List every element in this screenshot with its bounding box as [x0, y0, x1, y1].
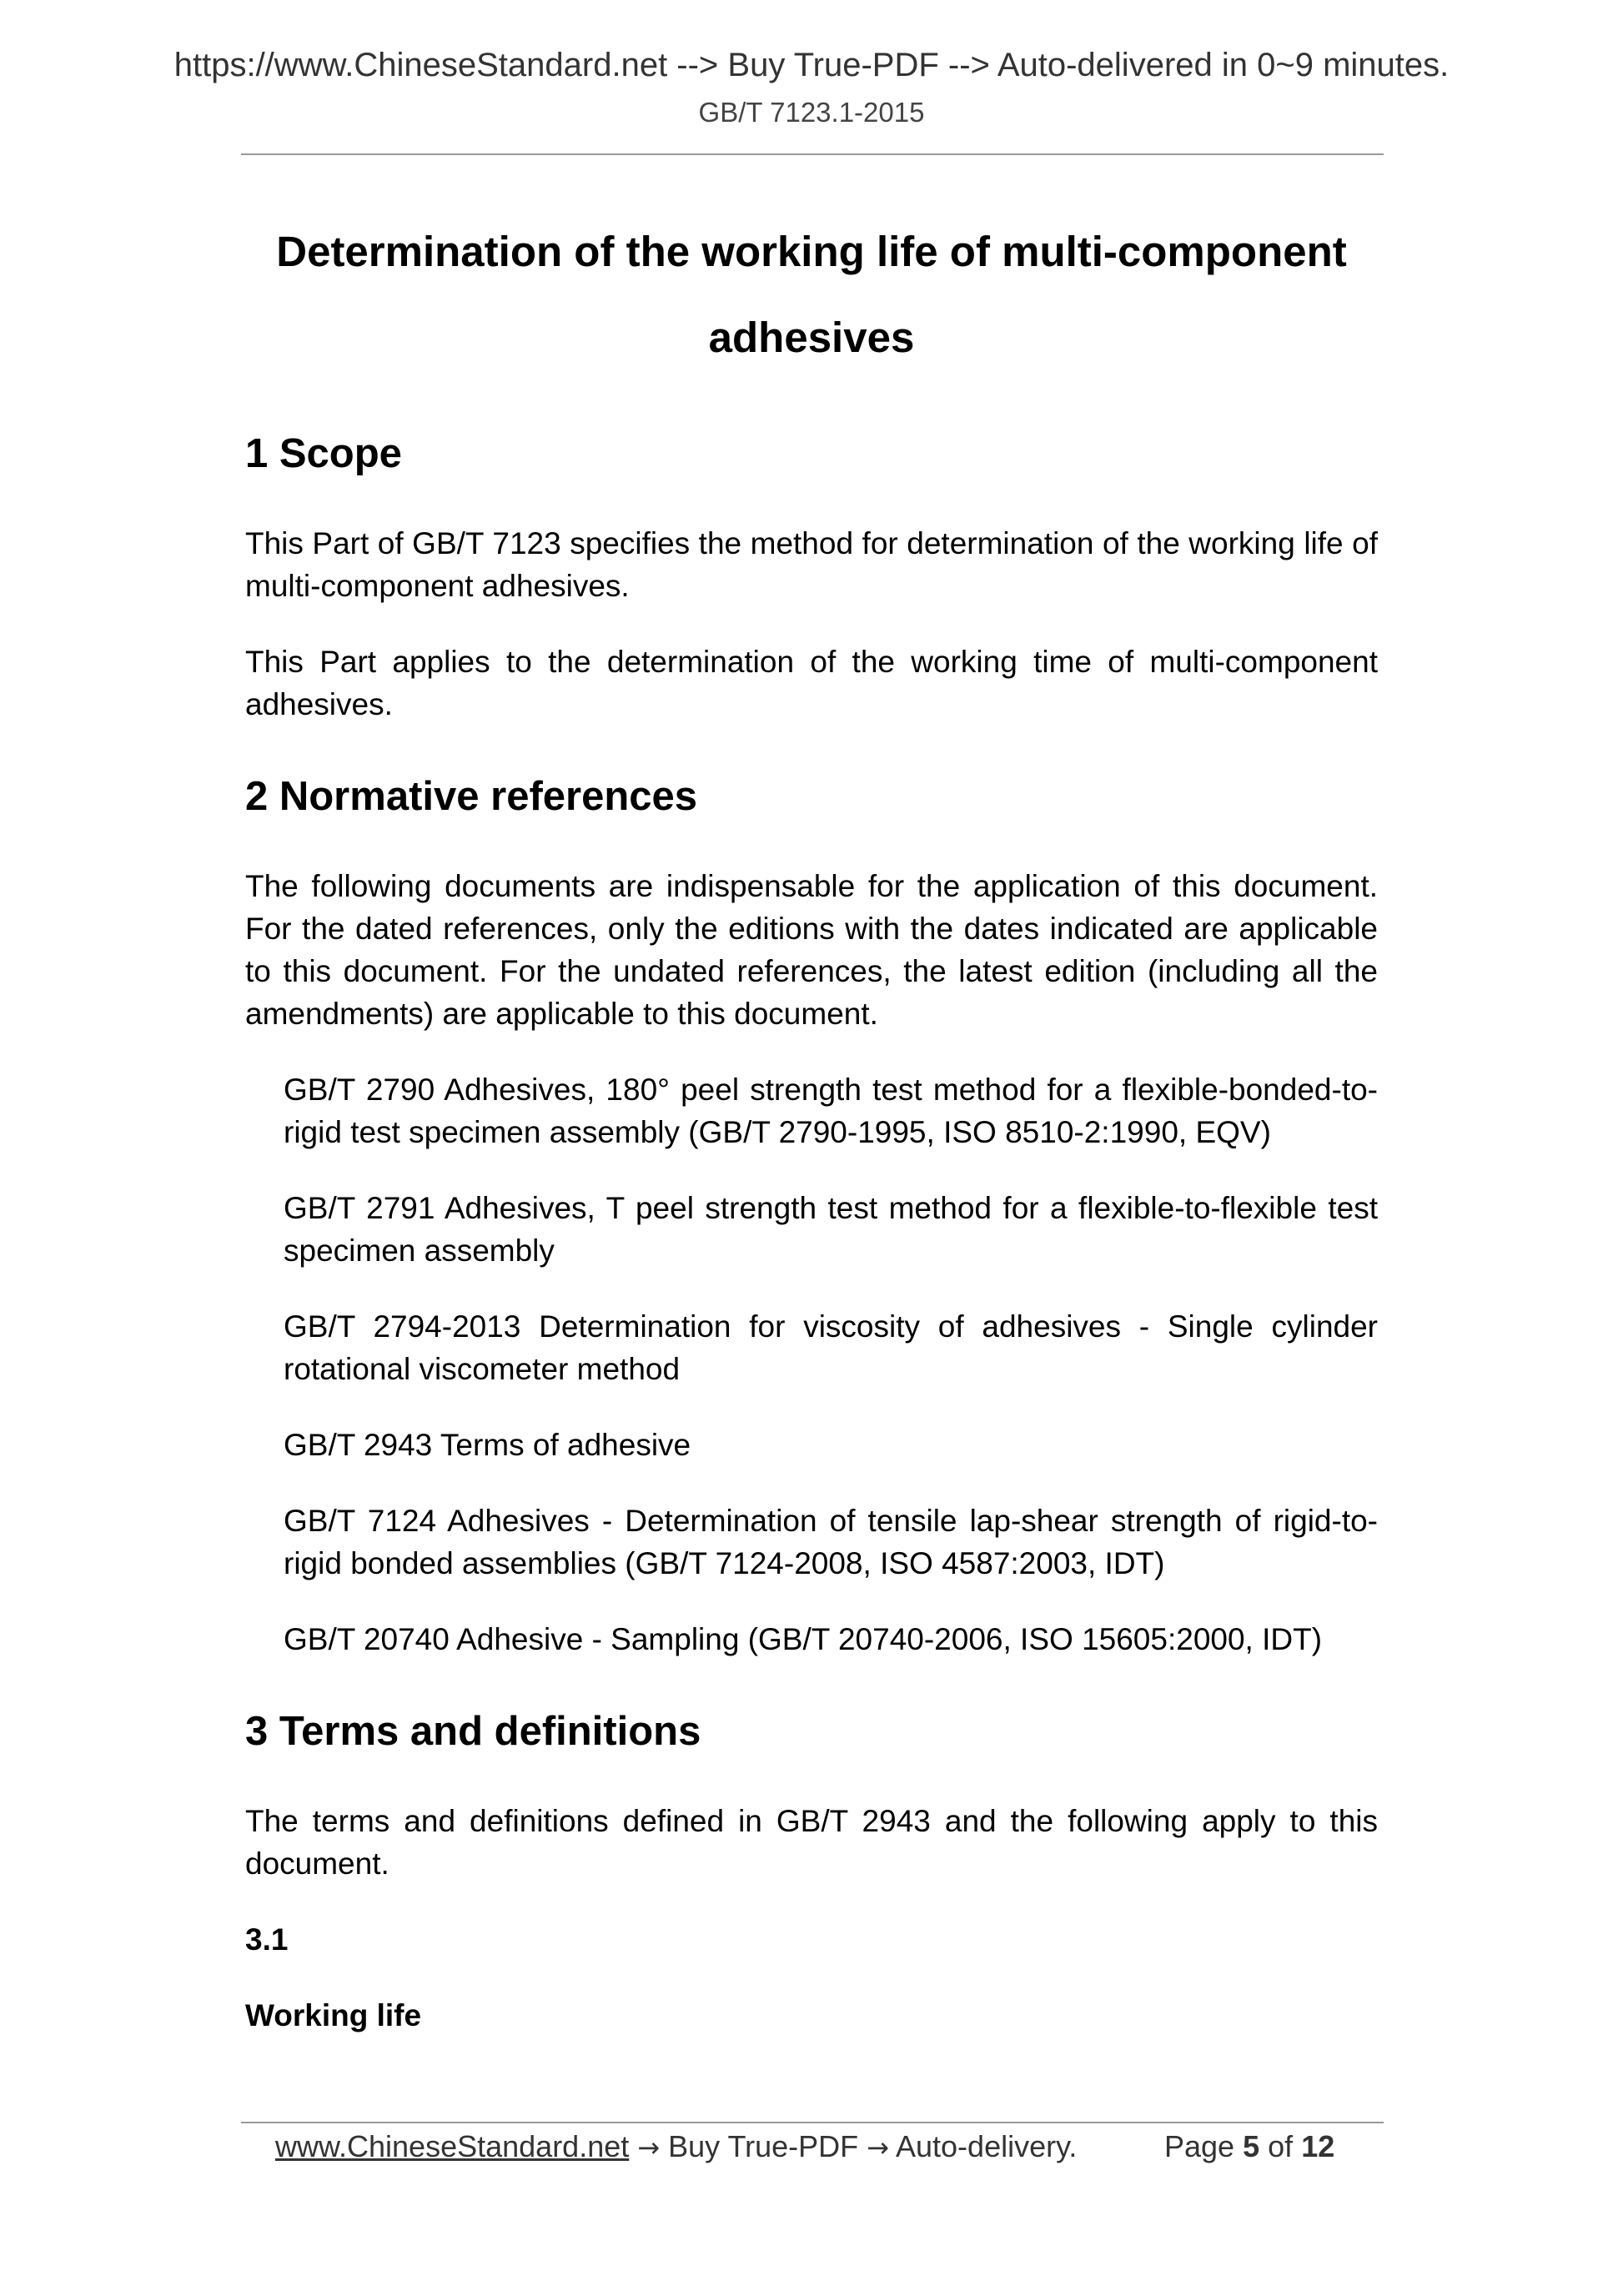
reference-item: GB/T 2791 Adhesives, T peel strength test method for a flexible-to-flexible test specimen assembly [284, 1191, 1378, 1268]
term-title: Working life [245, 1998, 422, 2032]
reference-item: GB/T 2943 Terms of adhesive [284, 1428, 691, 1462]
title-line-1: Determination of the working life of multi-component [276, 228, 1347, 275]
footer-buy-text: Buy True-PDF [668, 2129, 859, 2163]
document-title [245, 208, 1378, 380]
section-heading-scope: 1 Scope [245, 431, 402, 476]
reference-item: GB/T 2794-2013 Determination for viscosity of adhesives - Single cylinder rotational viscometer method [284, 1309, 1378, 1386]
header-banner: https://www.ChineseStandard.net --> Buy True-PDF --> Auto-delivered in 0~9 minutes. [173, 47, 1450, 83]
page-label: Page [1164, 2129, 1235, 2163]
footer-site-link[interactable]: www.ChineseStandard.net [275, 2129, 630, 2163]
header-divider [241, 153, 1384, 155]
arrow-right-icon: → [867, 2132, 889, 2163]
reference-item: GB/T 2790 Adhesives, 180° peel strength test method for a flexible-bonded-to-rigid test specimen assembly (GB/T 2790-1995, ISO 8510-2:1990, EQV) [284, 1073, 1378, 1149]
reference-item: GB/T 20740 Adhesive - Sampling (GB/T 20740-2006, ISO 15605:2000, IDT) [284, 1622, 1323, 1656]
terms-paragraph: The terms and definitions defined in GB/T 2943 and the following apply to this document. [245, 1804, 1378, 1881]
of-label: of [1268, 2129, 1294, 2163]
page-indicator [1164, 2126, 1334, 2168]
scope-paragraph-1: This Part of GB/T 7123 specifies the method for determination of the working life of multi-component adhesives. [245, 526, 1378, 603]
footer-delivery-text: Auto-delivery. [896, 2129, 1078, 2163]
page-total: 12 [1301, 2129, 1335, 2163]
reference-item: GB/T 7124 Adhesives - Determination of tensile lap-shear strength of rigid-to-rigid bonded assemblies (GB/T 7124-2008, ISO 4587:2003, IDT) [284, 1504, 1378, 1580]
scope-paragraph-2: This Part applies to the determination of the working time of multi-component adhesives. [245, 645, 1378, 721]
normative-paragraph: The following documents are indispensable for the application of this document. For the dated references, only the editions with the dates indicated are applicable to this document. For the undated references, the latest edition (including all the amendments) are applicable to this document. [245, 869, 1378, 1031]
title-line-2: adhesives [708, 314, 915, 361]
page-current: 5 [1243, 2129, 1260, 2163]
footer-divider [241, 2122, 1384, 2123]
arrow-right-icon: → [637, 2132, 661, 2163]
document-code: GB/T 7123.1-2015 [698, 97, 925, 128]
section-heading-normative: 2 Normative references [245, 774, 698, 819]
section-heading-terms: 3 Terms and definitions [245, 1709, 701, 1754]
page-content [245, 208, 1378, 2037]
clause-number: 3.1 [245, 1922, 289, 1957]
footer [275, 2126, 1359, 2168]
